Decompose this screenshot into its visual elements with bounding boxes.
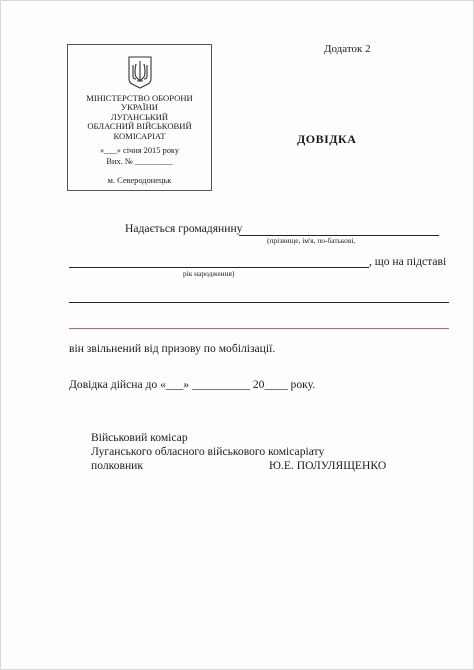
release-statement: він звільнений від призову по мобілізації. bbox=[69, 342, 276, 355]
trident-icon bbox=[126, 55, 154, 89]
validity-statement: Довідка дійсна до «___» __________ 20____ року. bbox=[69, 378, 316, 391]
signatory-position: Військовий комісар bbox=[91, 431, 188, 444]
birth-hint: рік народження) bbox=[183, 269, 235, 278]
signatory-rank: полковник bbox=[91, 459, 143, 472]
stamp-outgoing-number: Вих. № _________ bbox=[106, 157, 173, 166]
name-hint: (прізвище, ім'я, по-батькові, bbox=[267, 236, 356, 245]
document-title: ДОВІДКА bbox=[297, 132, 357, 146]
birth-fill-line bbox=[69, 267, 369, 268]
stamp-city: м. Северодонецьк bbox=[107, 176, 172, 185]
stamp-organization bbox=[72, 94, 207, 141]
signatory-name: Ю.Е. ПОЛУЛЯЩЕНКО bbox=[269, 459, 387, 472]
issued-to-label: Надається громадянину bbox=[125, 222, 243, 235]
stamp-org-line: ЛУГАНСЬКИЙ bbox=[110, 111, 169, 122]
stamp-org-line: КОМІСАРІАТ bbox=[113, 130, 166, 141]
stamp-date: «___» січня 2015 року bbox=[99, 146, 180, 155]
signatory-organization: Луганського обласного військового комісаріату bbox=[91, 445, 325, 458]
stamp-org-line: ОБЛАСНИЙ ВІЙСЬКОВИЙ bbox=[87, 121, 192, 132]
stamp-org-line: МІНІСТЕРСТВО ОБОРОНИ bbox=[86, 93, 193, 103]
appendix-label: Додаток 2 bbox=[324, 43, 371, 55]
basis-fill-line bbox=[69, 328, 449, 329]
basis-text: , що на підставі bbox=[369, 255, 447, 268]
basis-fill-line bbox=[69, 302, 449, 303]
corner-stamp bbox=[67, 44, 212, 191]
stamp-org-line: УКРАЇНИ bbox=[121, 102, 158, 113]
